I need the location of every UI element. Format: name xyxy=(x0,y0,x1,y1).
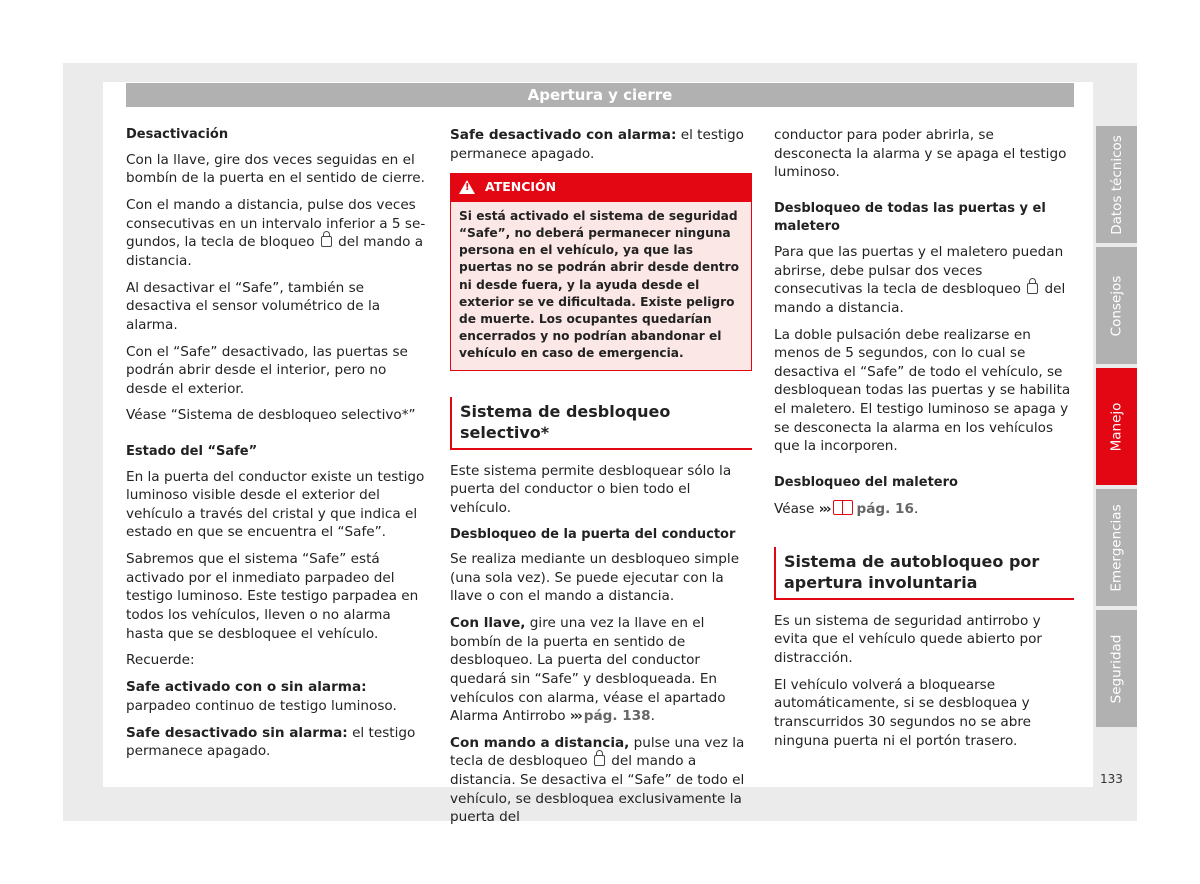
tab-seguridad[interactable] xyxy=(1096,610,1137,727)
warning-triangle-icon: ! xyxy=(459,180,475,194)
book-icon xyxy=(833,500,853,515)
heading-desbloqueo-maletero: Desbloqueo del maletero xyxy=(774,474,958,490)
page-reference-link[interactable]: pág. 16 xyxy=(856,501,914,518)
text: Con el mando a distancia, pulse dos veces consecutivas en un intervalo inferior a 5 segundos, la tecla de bloqueo xyxy=(126,196,426,251)
paragraph: Recuerde: xyxy=(126,652,195,669)
paragraph: Es un sistema de seguridad antirrobo y evita que el vehículo quede abierto por distracción. xyxy=(774,612,1042,667)
paragraph: El vehículo volverá a bloquearse automáticamente, si se desbloquea y transcurridos 30 segundos no se abre ninguna puerta ni el portón trasero. xyxy=(774,676,1032,749)
reference-arrow: ››› xyxy=(569,708,581,725)
unlock-icon xyxy=(594,755,605,766)
warning-text: Si está activado el sistema de seguridad “Safe”, no deberá permanecer ninguna persona en el vehículo, ya que las puertas no se podrán abrir desde dentro ni desde fuera, y la ayuda desde el exterior se ve dificultada. Existe peligro de muerte. Los ocupantes quedarían encerrados y no podrían abandonar el vehículo en caso de emergencia. xyxy=(459,208,739,361)
text: gire una vez la llave en el bombín de la puerta en sentido de desbloqueo. La puerta del conductor quedará sin “Safe” y desbloqueada. En vehículos con alarma, véase el apartado Alarma Antirrobo xyxy=(450,615,726,725)
paragraph: Al desactivar el “Safe”, también se desactiva el sensor volumétrico de la alarma. xyxy=(126,279,381,333)
unlock-icon xyxy=(321,236,332,247)
paragraph: En la puerta del conductor existe un testigo luminoso visible desde el exterior del vehículo a través del cristal y que indica el estado en que se encuentra el “Safe”. xyxy=(126,468,425,541)
reference-arrow: ››› xyxy=(818,501,830,518)
heading-desbloqueo-todas: Desbloqueo de todas las puertas y el maletero xyxy=(774,200,1046,235)
paragraph xyxy=(126,724,426,761)
text: . xyxy=(650,708,655,725)
paragraph xyxy=(450,734,752,827)
tab-label: Manejo xyxy=(1108,402,1125,451)
bold-text: Con llave, xyxy=(450,615,526,632)
paragraph xyxy=(450,614,752,726)
section-title-desbloqueo-selectivo: Sistema de desbloqueo selectivo* xyxy=(450,397,752,450)
heading-desactivacion: Desactivación xyxy=(126,127,229,142)
tab-label: Seguridad xyxy=(1108,634,1125,703)
tab-label: Datos técnicos xyxy=(1108,134,1125,235)
paragraph xyxy=(774,498,1074,519)
paragraph xyxy=(126,678,426,715)
warning-label: ATENCIÓN xyxy=(485,179,557,195)
paragraph: Con el “Safe” desactivado, las puertas se podrán abrir desde el interior, pero no desde el exterior. xyxy=(126,343,408,397)
column-1 xyxy=(126,126,426,769)
text: Véase xyxy=(774,501,815,518)
paragraph: La doble pulsación debe realizarse en menos de 5 segundos, con lo cual se desactiva el “Safe” de todo el vehículo, se desbloquean todas las puertas y se habilita el maletero. El testigo luminoso se apaga y se desconecta la alarma en los vehículos que la incorporen. xyxy=(774,326,1071,455)
bold-text: Safe activado con o sin alarma: xyxy=(126,679,367,696)
column-2 xyxy=(450,126,752,835)
text: el testigo permanece apagado. xyxy=(450,127,745,162)
text: Para que las puertas y el maletero puedan abrirse, debe pulsar dos veces consecutivas la tecla de desbloqueo xyxy=(774,243,1064,298)
paragraph: Véase “Sistema de desbloqueo selectivo*” xyxy=(126,407,416,424)
paragraph xyxy=(126,196,426,270)
tab-label: Emergencias xyxy=(1108,503,1125,592)
text: el testigo permanece apagado. xyxy=(126,724,416,760)
paragraph xyxy=(450,126,752,163)
unlock-icon xyxy=(1027,283,1038,294)
section-title-autobloqueo: Sistema de autobloqueo por apertura involuntaria xyxy=(774,547,1074,600)
tab-label: Consejos xyxy=(1108,275,1125,336)
warning-box xyxy=(450,173,752,370)
bold-text: Safe desactivado con alarma: xyxy=(450,127,677,143)
text: parpadeo continuo de testigo luminoso. xyxy=(126,697,397,714)
heading-desbloqueo-conductor: Desbloqueo de la puerta del conductor xyxy=(450,526,736,542)
paragraph: Este sistema permite desbloquear sólo la puerta del conductor o bien todo el vehículo. xyxy=(450,462,732,516)
bold-text: Safe desactivado sin alarma: xyxy=(126,724,348,741)
text: pulse una vez la tecla de desbloqueo xyxy=(450,734,745,770)
warning-header xyxy=(451,174,751,202)
tab-consejos[interactable] xyxy=(1096,247,1137,364)
page-header: Apertura y cierre xyxy=(126,83,1074,107)
paragraph xyxy=(774,243,1074,317)
column-3 xyxy=(774,126,1074,758)
tab-manejo[interactable] xyxy=(1096,368,1137,485)
text: del mando a distancia. xyxy=(774,281,1066,316)
page-number: 133 xyxy=(1100,772,1123,786)
page-reference-link[interactable]: pág. 138 xyxy=(583,708,651,725)
bold-text: Con mando a distancia, xyxy=(450,734,630,751)
text: . xyxy=(913,501,919,518)
heading-estado-safe: Estado del “Safe” xyxy=(126,444,258,460)
tab-emergencias[interactable] xyxy=(1096,489,1137,606)
text: del mando a distancia. Se desactiva el “Safe” de todo el vehículo, se desbloquea exclusivamente la puerta del xyxy=(450,753,745,826)
paragraph: Con la llave, gire dos veces seguidas en el bombín de la puerta en el sentido de cierre. xyxy=(126,151,425,187)
paragraph: conductor para poder abrirla, se desconecta la alarma y se apaga el testigo luminoso. xyxy=(774,127,1067,181)
text: del mando a distancia. xyxy=(126,234,424,269)
paragraph: Se realiza mediante un desbloqueo simple (una sola vez). Se puede ejecutar con la llave o con el mando a distancia. xyxy=(450,551,740,605)
paragraph: Sabremos que el sistema “Safe” está activado por el inmediato parpadeo del testigo luminoso. Este testigo parpadea en todos los vehículos, lleven o no alarma hasta que se desbloquee el vehículo. xyxy=(126,551,419,642)
tab-datos-tecnicos[interactable] xyxy=(1096,126,1137,243)
